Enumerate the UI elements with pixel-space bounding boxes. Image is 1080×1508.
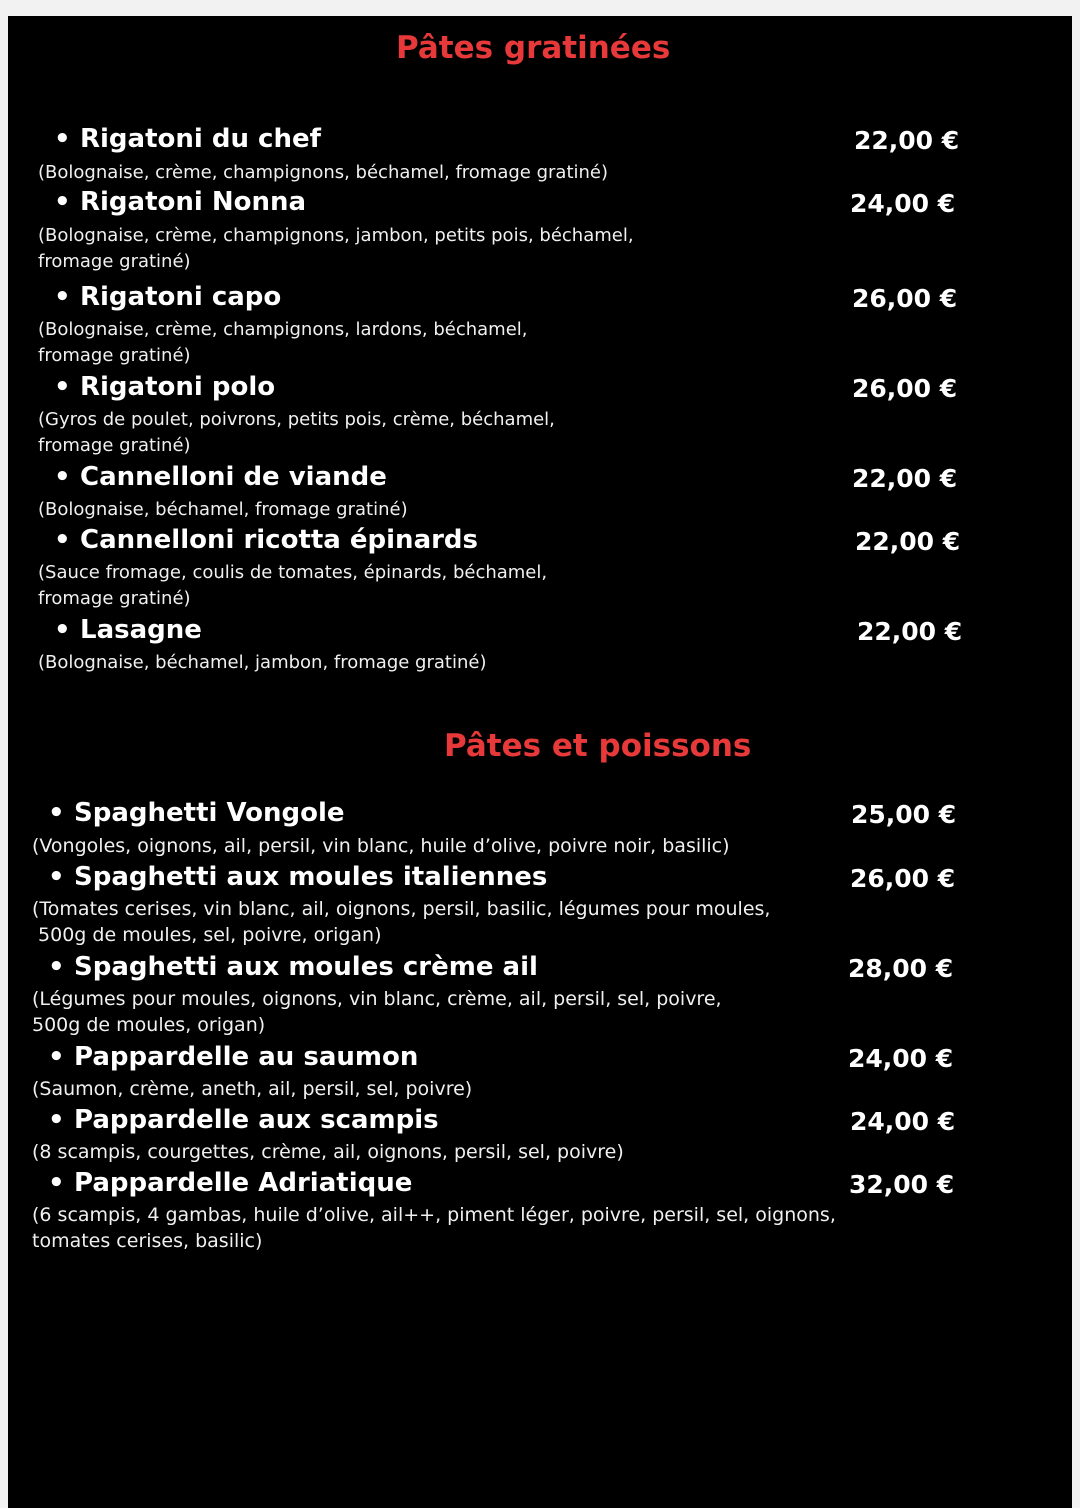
menu-item-name: • Cannelloni de viande	[54, 462, 387, 492]
menu-item-description: (Tomates cerises, vin blanc, ail, oignons, persil, basilic, légumes pour moules, 500g de moules, sel, poivre, origan)	[32, 898, 771, 946]
menu-item-name: • Rigatoni polo	[54, 372, 276, 402]
menu-item-description: (Bolognaise, béchamel, jambon, fromage gratiné)	[38, 652, 487, 673]
menu-item-price: 22,00 €	[854, 126, 960, 155]
menu-item-name: • Spaghetti aux moules italiennes	[48, 862, 548, 892]
menu-item-description: (Bolognaise, crème, champignons, lardons, béchamel, fromage gratiné)	[38, 319, 528, 366]
menu-item-price: 22,00 €	[855, 527, 961, 556]
section-title: Pâtes et poissons	[444, 728, 752, 764]
menu-item-price: 26,00 €	[852, 374, 958, 403]
menu-item-price: 26,00 €	[852, 284, 958, 313]
bullet-icon: •	[48, 1042, 65, 1072]
menu-item-name: • Rigatoni du chef	[54, 124, 321, 154]
bullet-icon: •	[48, 798, 65, 828]
bullet-icon: •	[54, 525, 71, 555]
bullet-icon: •	[54, 372, 71, 402]
bullet-icon: •	[48, 1105, 65, 1135]
menu-item-description: (Bolognaise, béchamel, fromage gratiné)	[38, 499, 408, 520]
menu-item-description: (Gyros de poulet, poivrons, petits pois, crème, béchamel, fromage gratiné)	[38, 409, 555, 456]
menu-item-description: (Bolognaise, crème, champignons, béchamel, fromage gratiné)	[38, 162, 609, 183]
menu-item-name: • Rigatoni capo	[54, 282, 282, 312]
menu-item-description: (8 scampis, courgettes, crème, ail, oignons, persil, sel, poivre)	[32, 1141, 624, 1163]
bullet-icon: •	[54, 187, 71, 217]
bullet-icon: •	[48, 1168, 65, 1198]
menu-item-price: 24,00 €	[850, 1107, 956, 1136]
menu-item-price: 22,00 €	[857, 617, 963, 646]
bullet-icon: •	[54, 124, 71, 154]
menu-item-name: • Lasagne	[54, 615, 202, 645]
section-title: Pâtes gratinées	[396, 30, 671, 66]
menu-item-name: • Cannelloni ricotta épinards	[54, 525, 479, 555]
menu-item-description: (Sauce fromage, coulis de tomates, épinards, béchamel, fromage gratiné)	[38, 562, 548, 609]
menu-item-name: • Pappardelle aux scampis	[48, 1105, 439, 1135]
menu-item-price: 25,00 €	[851, 800, 957, 829]
menu-item-name: • Rigatoni Nonna	[54, 187, 307, 217]
bullet-icon: •	[54, 462, 71, 492]
menu-item-price: 26,00 €	[850, 864, 956, 893]
menu-item-description: (6 scampis, 4 gambas, huile d’olive, ail++, piment léger, poivre, persil, sel, oignons, tomates cerises, basilic)	[32, 1204, 836, 1252]
menu-page	[8, 16, 1072, 1508]
bullet-icon: •	[48, 952, 65, 982]
menu-item-price: 32,00 €	[849, 1170, 955, 1199]
menu-item-price: 24,00 €	[850, 189, 956, 218]
menu-item-price: 24,00 €	[848, 1044, 954, 1073]
menu-item-price: 22,00 €	[852, 464, 958, 493]
menu-item-name: • Pappardelle Adriatique	[48, 1168, 413, 1198]
menu-item-description: (Légumes pour moules, oignons, vin blanc, crème, ail, persil, sel, poivre, 500g de moules, origan)	[32, 988, 722, 1036]
menu-item-name: • Spaghetti aux moules crème ail	[48, 952, 538, 982]
menu-item-description: (Saumon, crème, aneth, ail, persil, sel, poivre)	[32, 1078, 473, 1100]
menu-item-name: • Spaghetti Vongole	[48, 798, 345, 828]
bullet-icon: •	[54, 615, 71, 645]
bullet-icon: •	[54, 282, 71, 312]
menu-item-price: 28,00 €	[848, 954, 954, 983]
menu-item-description: (Vongoles, oignons, ail, persil, vin blanc, huile d’olive, poivre noir, basilic)	[32, 835, 730, 857]
menu-item-name: • Pappardelle au saumon	[48, 1042, 419, 1072]
bullet-icon: •	[48, 862, 65, 892]
menu-item-description: (Bolognaise, crème, champignons, jambon, petits pois, béchamel, fromage gratiné)	[38, 225, 634, 272]
